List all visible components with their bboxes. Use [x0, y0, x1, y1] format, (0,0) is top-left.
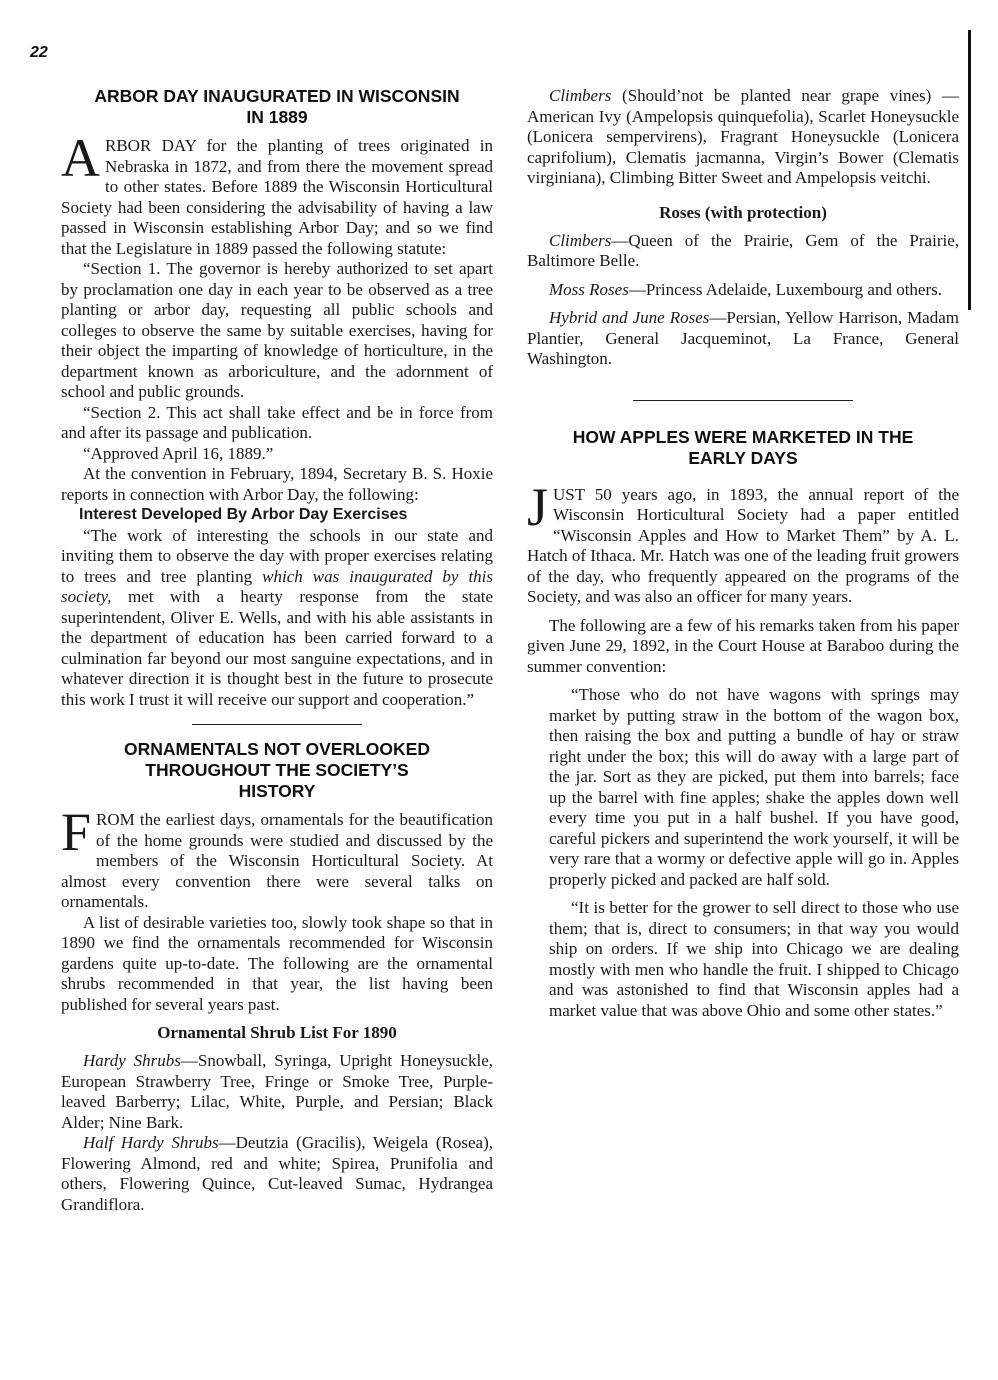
intro-paragraph: FROM the earliest days, ornamentals for the beautification of the home grounds were studied and discussed by the members of the Wisconsin Horticultural Society. At almost every convention there were several talks on ornamentals.: [61, 802, 493, 911]
intro-paragraph: ARBOR DAY for the planting of trees originated in Nebraska in 1872, and from there the movement spread to other states. Before 1889 the Wisconsin Horticultural Society had been considering the advisability of having a law passed in Wisconsin establishing Arbor Day; and so we find that the Legislature in 1889 passed the following statute:: [61, 128, 493, 258]
article-title: [61, 739, 493, 802]
hatch-quote-2: “It is better for the grower to sell direct to those who use them; that is, direct to consumers; in that way you would ship on orders. If we ship into Chicago we are dealing mostly with men who handle the fruit. I shipped to Chicago and was astonished to find that Wisconsin apples had a market value that was above Ohio and some other states.”: [549, 898, 959, 1020]
title-line-2: EARLY DAYS: [688, 447, 798, 468]
article-ornamentals: [61, 739, 493, 1215]
drop-cap: F: [61, 802, 92, 862]
article-title: [527, 427, 959, 469]
title-line-1: ARBOR DAY INAUGURATED IN WISCONSIN: [94, 86, 460, 106]
right-column: [527, 86, 959, 1021]
title-line-3: HISTORY: [238, 781, 316, 801]
article-arbor-day: [61, 86, 493, 710]
article-title: [61, 86, 493, 128]
title-line-2: IN 1889: [246, 107, 308, 127]
statute-approved: “Approved April 16, 1889.”: [83, 443, 274, 463]
title-line-2: THROUGHOUT THE SOCIETY’S: [145, 760, 409, 780]
remarks-intro: The following are a few of his remarks taken from his paper given June 29, 1892, in the Court House at Baraboo during the summer convention:: [527, 615, 959, 676]
hybrid-roses: Hybrid and June Roses—Persian, Yellow Harrison, Madam Plantier, General Jacqueminot, La France, General Washington.: [527, 308, 959, 368]
statute-section-2: “Section 2. This act shall take effect and be in force from and after its passage and publication.: [61, 402, 493, 442]
rose-climbers: Climbers—Queen of the Prairie, Gem of the Prairie, Baltimore Belle.: [527, 230, 959, 270]
hoxie-quote: “The work of interesting the schools in our state and inviting them to observe the day with proper exercises relating to trees and tree planting which was inaugurated by this society, met with a hearty response from the state superintendent, Oliver E. Wells, and with his able assistants in the department of education has been carried forward to a culmination far beyond our most sanguine expectations, and in whatever direction it is thought best in the future to prosecute this work I trust it will receive our support and cooperation.”: [61, 525, 494, 709]
list-intro-paragraph: A list of desirable varieties too, slowly took shape so that in 1890 we find the ornamentals recommended for Wisconsin gardens quite up-to-date. The following are the ornamental shrubs recommended in that year, the list having been published for several years past.: [61, 912, 493, 1014]
article-apples: [527, 427, 959, 1022]
title-line-1: HOW APPLES WERE MARKETED IN THE: [572, 426, 914, 447]
half-hardy-shrubs-start: Half Hardy Shrubs—Deutzia (Gracilis), Weigela (Rosea), Flowering Almond, red and white; Spirea, Prunifolia and others, Flowering Quince, Cut-leaved Sumac, Hydrangea Grandiflora.: [61, 1133, 493, 1214]
roses-title: Roses (with protection): [659, 202, 827, 222]
hardy-shrubs: Hardy Shrubs—Snowball, Syringa, Upright Honeysuckle, European Strawberry Tree, Fringe or Smoke Tree, Purple-leaved Barberry; Lilac, White, Purple, and Persian; Black Alder; Nine Bark.: [61, 1051, 493, 1132]
moss-roses: Moss Roses—Princess Adelaide, Luxembourg and others.: [549, 279, 942, 299]
statute-section-1: “Section 1. The governor is hereby authorized to set apart by proclamation one day in each year to be observed as a tree planting or arbor day, requesting all public schools and colleges to observe the same by suitable exercises, having for their object the imparting of knowledge of horticulture, in the department known as arboriculture, and the adornment of school and public grounds.: [61, 259, 493, 401]
drop-cap: A: [61, 128, 100, 188]
left-column: [61, 86, 493, 1215]
hatch-quote-1: “Those who do not have wagons with springs may market by putting straw in the bottom of the wagon box, then raising the box and putting a bundle of hay or straw right under the box; this will do away with a large part of the jar. Sort as they are picked, put them into barrels; face up the barrel with fine apples; shake the apples down well every time you put in a half bushel. If you have good, careful pickers and superintend the work yourself, it will be very rare that a wormy or defective apple will go in. Apples properly picked and packed are half sold.: [549, 685, 959, 889]
page-edge-rule: [968, 30, 971, 310]
title-line-1: ORNAMENTALS NOT OVERLOOKED: [124, 739, 430, 759]
convention-paragraph: At the convention in February, 1894, Secretary B. S. Hoxie reports in connection with Arbor Day, the following:: [61, 464, 493, 504]
section-subheading: Interest Developed By Arbor Day Exercises: [79, 506, 408, 523]
shrub-list-title: Ornamental Shrub List For 1890: [157, 1023, 397, 1042]
intro-paragraph: JUST 50 years ago, in 1893, the annual report of the Wisconsin Horticultural Society had a paper entitled “Wisconsin Apples and How to Market Them” by A. L. Hatch of Ithaca. Mr. Hatch was one of the leading fruit growers of the day, who frequently appeared on the programs of the Society, and was also an officer for many years.: [527, 476, 959, 606]
page-number: 22: [30, 44, 48, 61]
climbers-paragraph: Climbers (Should’not be planted near grape vines) —American Ivy (Ampelopsis quinquefolia), Scarlet Honeysuckle (Lonicera sempervirens), Fragrant Honeysuckle (Lonicera caprifolium), Clematis jacmanna, Virgin’s Bower (Clematis virginiana), Climbing Bitter Sweet and Ampelopsis veitchi.: [527, 86, 959, 187]
drop-cap: J: [527, 476, 549, 537]
